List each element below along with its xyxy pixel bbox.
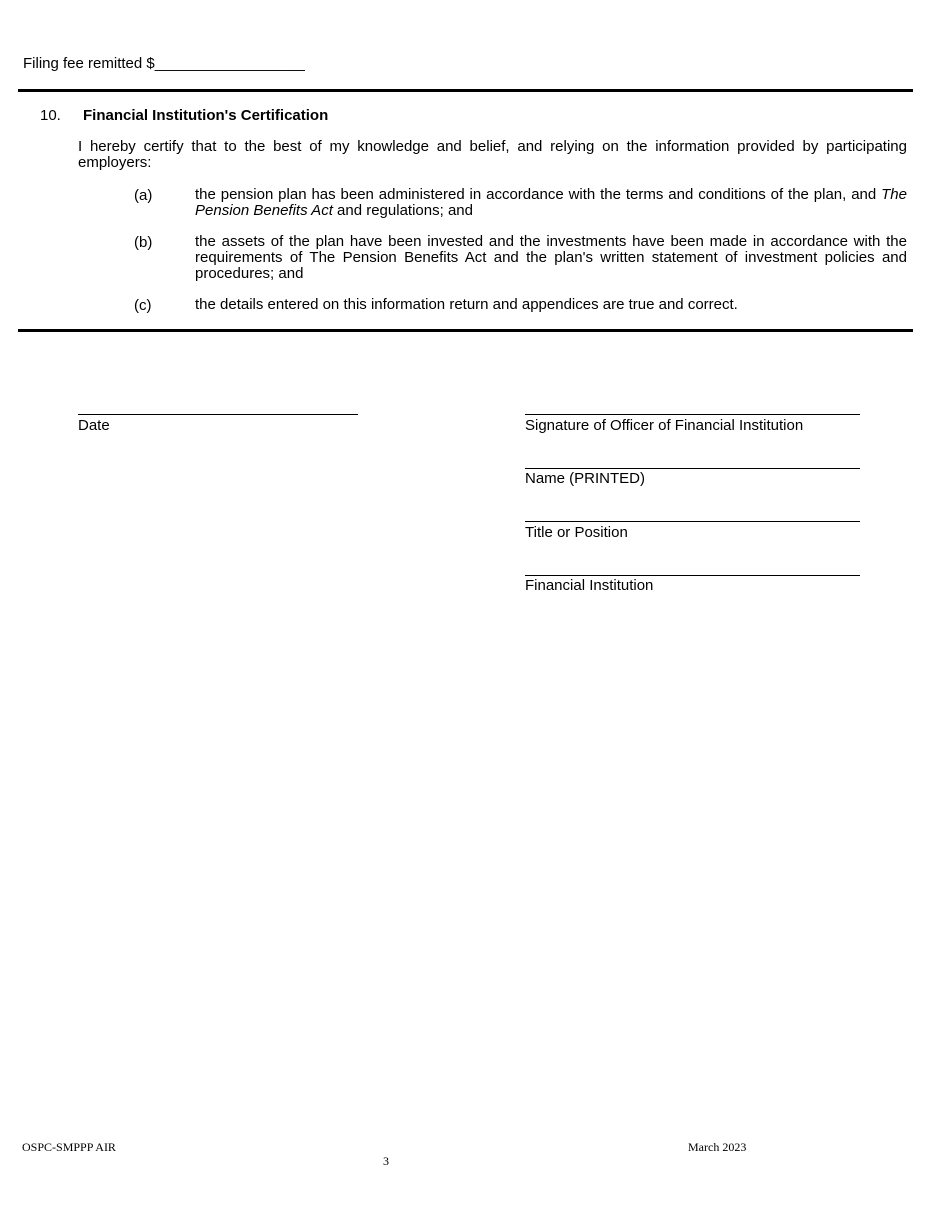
item-a-text-after: and regulations; and bbox=[332, 202, 473, 219]
item-a-text-before: the pension plan has been administered in accordance with the terms and conditions of the plan, and bbox=[195, 186, 882, 203]
filing-fee-blank[interactable]: __________________ bbox=[154, 55, 305, 72]
date-line[interactable] bbox=[78, 414, 358, 415]
financial-institution-line[interactable] bbox=[525, 575, 860, 576]
officer-signature-line[interactable] bbox=[525, 414, 860, 415]
date-label: Date bbox=[78, 417, 110, 434]
item-a-text bbox=[195, 187, 907, 219]
item-a-act-name: The Pension Benefits Act bbox=[195, 186, 907, 219]
section-number: 10. bbox=[40, 107, 61, 124]
title-position-label: Title or Position bbox=[525, 524, 628, 541]
officer-signature-label: Signature of Officer of Financial Institution bbox=[525, 417, 804, 434]
financial-institution-label: Financial Institution bbox=[525, 577, 654, 594]
item-c-text: the details entered on this information return and appendices are true and correct. bbox=[195, 296, 738, 313]
filing-fee-field bbox=[23, 55, 305, 72]
item-c-label: (c) bbox=[134, 297, 152, 314]
name-printed-line[interactable] bbox=[525, 468, 860, 469]
item-b-label: (b) bbox=[134, 234, 153, 251]
page-number: 3 bbox=[383, 1154, 389, 1168]
footer-form-code: OSPC-SMPPP AIR bbox=[22, 1140, 116, 1154]
title-position-line[interactable] bbox=[525, 521, 860, 522]
certification-intro: I hereby certify that to the best of my knowledge and belief, and relying on the information provided by participating employers: bbox=[78, 138, 907, 171]
section-bottom-divider bbox=[18, 329, 913, 332]
name-printed-label: Name (PRINTED) bbox=[525, 470, 646, 487]
item-a-label: (a) bbox=[134, 187, 153, 204]
item-b-text: the assets of the plan have been invested and the investments have been made in accordance with the requirements of The Pension Benefits Act and the plan's written statement of investment policies and procedures; and bbox=[195, 233, 907, 282]
section-top-divider bbox=[18, 89, 913, 92]
footer-date: March 2023 bbox=[688, 1140, 747, 1154]
section-title: Financial Institution's Certification bbox=[83, 107, 329, 124]
filing-fee-label: Filing fee remitted $ bbox=[23, 55, 155, 72]
